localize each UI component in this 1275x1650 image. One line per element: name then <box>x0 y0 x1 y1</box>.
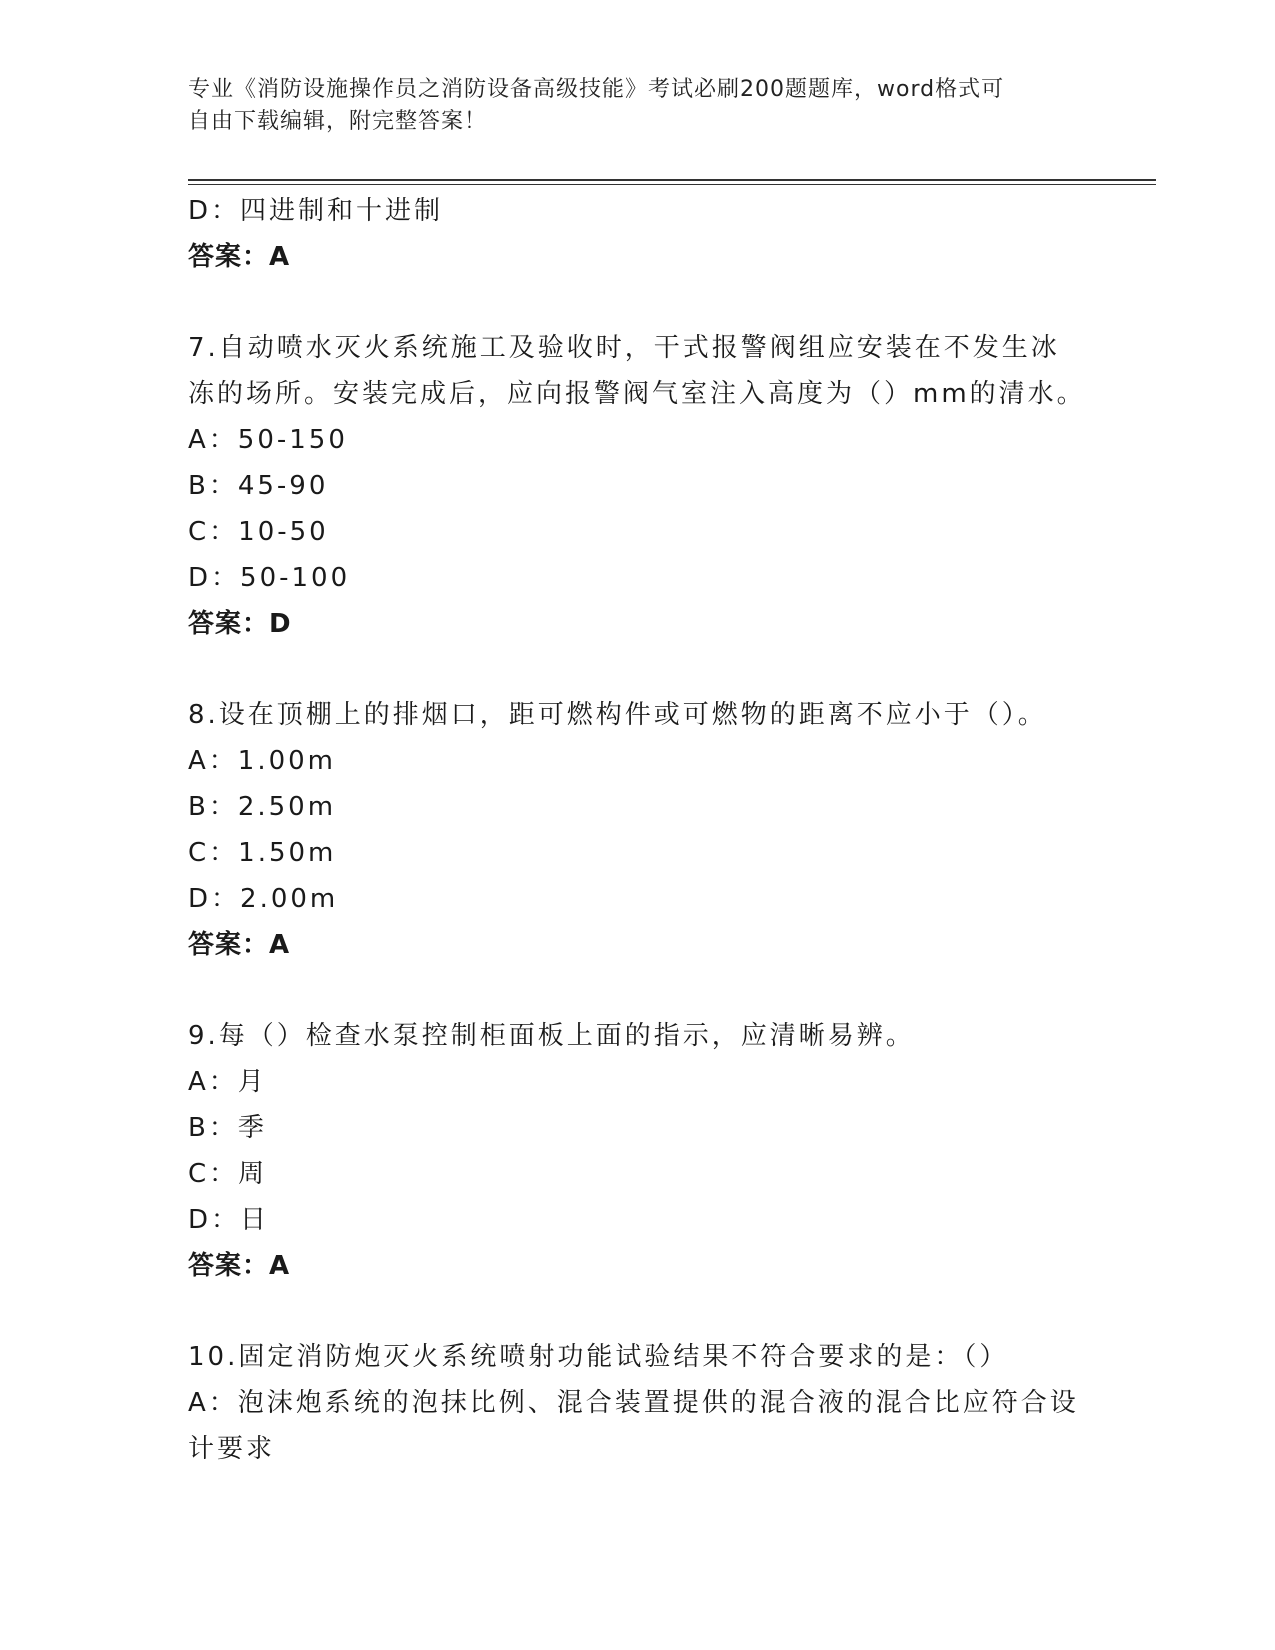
q7-stem-line-1: 7.自动喷水灭火系统施工及验收时，干式报警阀组应安装在不发生冰 <box>188 333 1060 363</box>
q8-option-a: A：1.00m <box>188 746 337 776</box>
q9-stem-line-1: 9.每（）检查水泵控制柜面板上面的指示，应清晰易辨。 <box>188 1021 915 1051</box>
header-divider-thick <box>188 179 1156 181</box>
q9-option-b: B：季 <box>188 1113 267 1143</box>
q10-option-a-line-2: 计要求 <box>188 1434 276 1464</box>
q7-stem-line-2: 冻的场所。安装完成后，应向报警阀气室注入高度为（）mm的清水。 <box>188 379 1086 409</box>
q7-option-b: B：45-90 <box>188 471 329 501</box>
spacer <box>188 968 1088 1013</box>
q7-option-a: A：50-150 <box>188 425 348 455</box>
document-header <box>188 74 1088 138</box>
spacer <box>188 647 1088 692</box>
q7-option-d: D：50-100 <box>188 563 351 593</box>
q6-option-d: D：四进制和十进制 <box>188 196 444 226</box>
q8-option-b: B：2.50m <box>188 792 337 822</box>
q9-option-d: D：日 <box>188 1205 270 1235</box>
q9-option-a: A：月 <box>188 1067 267 1097</box>
header-line-1: 专业《消防设施操作员之消防设备高级技能》考试必刷200题题库，word格式可 <box>188 77 1005 102</box>
q10-option-a-line-1: A：泡沫炮系统的泡抹比例、混合装置提供的混合液的混合比应符合设 <box>188 1388 1079 1418</box>
header-divider-thin <box>188 184 1156 185</box>
q8-option-d: D：2.00m <box>188 884 339 914</box>
q9-option-c: C：周 <box>188 1159 268 1189</box>
q7-answer: 答案：D <box>188 609 292 639</box>
q6-answer: 答案：A <box>188 242 291 272</box>
q7-option-c: C：10-50 <box>188 517 329 547</box>
q10-stem-line-1: 10.固定消防炮灭火系统喷射功能试验结果不符合要求的是：（） <box>188 1342 1009 1372</box>
q8-answer: 答案：A <box>188 930 291 960</box>
q9-answer: 答案：A <box>188 1251 291 1281</box>
question-content <box>188 188 1088 1472</box>
q8-stem-line-1: 8.设在顶棚上的排烟口，距可燃构件或可燃物的距离不应小于（）。 <box>188 700 1047 730</box>
header-line-2: 自由下载编辑，附完整答案！ <box>188 109 488 134</box>
q8-option-c: C：1.50m <box>188 838 337 868</box>
spacer <box>188 280 1088 325</box>
spacer <box>188 1289 1088 1334</box>
